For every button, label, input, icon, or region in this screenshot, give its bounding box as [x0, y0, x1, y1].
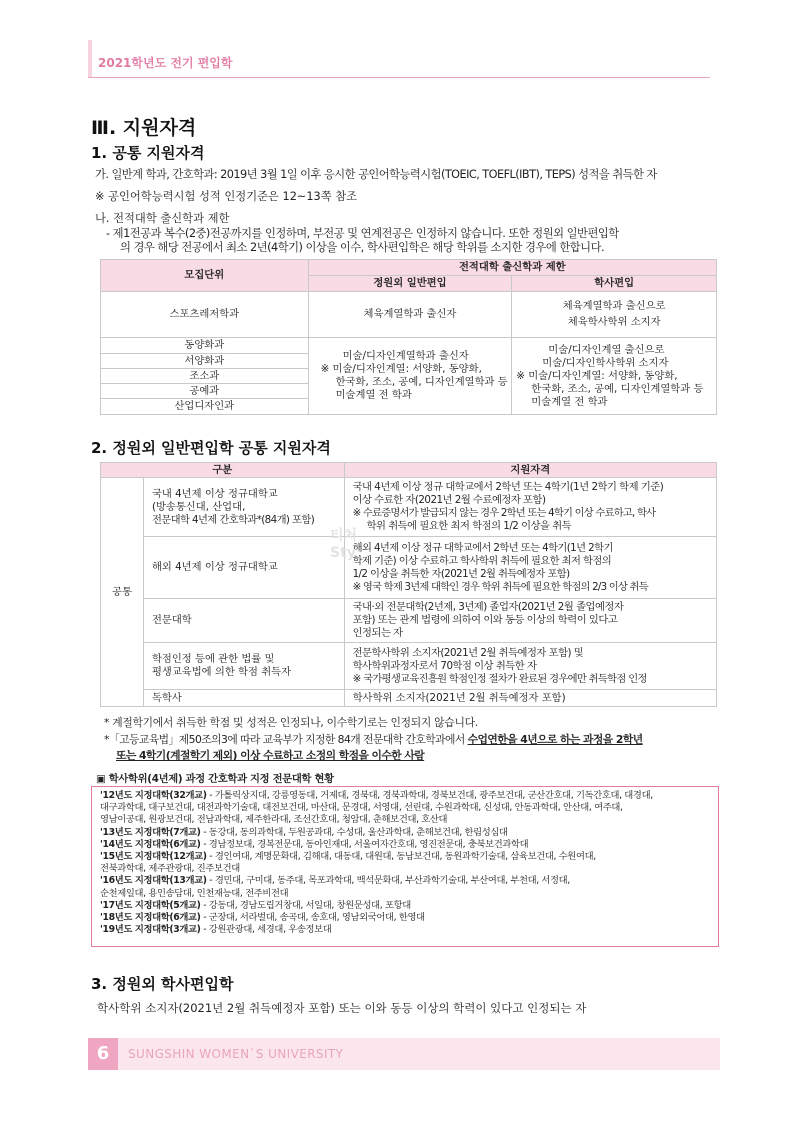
t2-qual-self: 학사학위 소지자(2021년 2월 취득예정자 포함) — [344, 690, 716, 707]
t1-unit-art: 공예과 — [101, 384, 309, 399]
box-year-label: '12년도 지정대학(32개교) — [100, 790, 207, 801]
box-year-list: - 경민대, 구미대, 동주대, 목포과학대, 백석문화대, 부산과학기술대, 부산여대, 부천대, 서정대, — [206, 875, 570, 887]
s2-note2-underline2: 또는 4학기(계절학기 제외) 이상 수료하고 소정의 학점을 이수한 사람 — [116, 749, 425, 762]
t2-qual-line: 1/2 이상을 취득한 자(2021년 2월 취득예정자 포함) — [352, 567, 570, 580]
table-major-restriction — [100, 259, 717, 415]
s3-title: 3. 정원외 학사편입학 — [91, 975, 234, 993]
t2-type-line: 전문대학 4년제 간호학과*(84개) 포함) — [151, 513, 315, 526]
t2-qual-line: 국내·외 전문대학(2년제, 3년제) 졸업자(2021년 2월 졸업예정자 — [352, 601, 624, 613]
box-year-list: - 경남정보대, 경복전문대, 동아인재대, 서울여자간호대, 영진전문대, 충북보건과학대 — [200, 838, 529, 850]
box-year-label: '16년도 지정대학(13개교) — [100, 875, 207, 887]
t1-col-general: 정원외 일반편입 — [308, 276, 512, 292]
section-title: Ⅲ. 지원자격 — [91, 117, 197, 139]
t2-col-type: 구분 — [101, 463, 345, 478]
t2-type-domestic — [143, 478, 344, 537]
box-row — [100, 875, 710, 887]
t2-type-line: 평생교육법에 의한 학점 취득자 — [151, 666, 292, 678]
t1-bachelor-art — [512, 338, 717, 415]
s1-line-ga: 가. 일반계 학과, 간호학과: 2019년 3월 1일 이후 응시한 공인어학능력시험(TOEIC, TOEFL(IBT), TEPS) 성적을 취득한 자 — [95, 168, 657, 181]
box-title: ▣ 학사학위(4년제) 과정 간호학과 지정 전문대학 현황 — [96, 773, 334, 785]
s2-note2-plain: *「고등교육법」제50조의3에 따라 교육부가 지정한 84개 전문대학 간호학과에서 — [104, 733, 468, 746]
t2-type-self: 독학사 — [143, 690, 344, 707]
table-general-qualification — [100, 462, 717, 707]
header-title: 2021학년도 전기 편입학 — [98, 56, 233, 70]
t1-unit-art: 동양화과 — [101, 338, 309, 354]
t2-qual-line: 포함) 또는 관계 법령에 의하여 이와 동등 이상의 학력이 있다고 — [352, 614, 618, 626]
box-year-label: '14년도 지정대학(6개교) — [100, 838, 201, 850]
watermark — [330, 528, 357, 562]
t2-type-line: (방송통신대, 산업대, — [151, 500, 246, 513]
box-row — [100, 924, 710, 936]
t2-qual-line: 인정되는 자 — [352, 627, 403, 639]
s1-line-dash2: 의 경우 해당 전공에서 최소 2년(4학기) 이상을 이수, 학사편입학은 해당 학위를 소지한 경우에 한합니다. — [120, 241, 605, 254]
t2-qual-line: 전문학사학위 소지자(2021년 2월 취득예정자 포함) 및 — [352, 646, 584, 659]
t1-unit-art: 서양화과 — [101, 354, 309, 369]
t2-qual-domestic — [344, 478, 716, 537]
t2-qual-line: ※ 국가평생교육진흥원 학점인정 절차가 완료된 경우에만 취득학점 인정 — [352, 672, 647, 685]
box-year-list: - 강동대, 경남도립거창대, 서일대, 창원문성대, 포항대 — [200, 899, 411, 911]
t1-bachelor-sports-1: 체육계열학과 출신으로 — [562, 300, 666, 312]
box-row: 전북과학대, 제주관광대, 진주보건대 — [100, 863, 240, 875]
t2-col-qual: 지원자격 — [344, 463, 716, 478]
s1-line-dash1: - 제1전공과 복수(2중)전공까지를 인정하며, 부전공 및 연계전공은 인정하지 않습니다. 또한 정원외 일반편입학 — [106, 227, 619, 240]
t1-unit-art: 산업디자인과 — [101, 399, 309, 415]
box-row: 순천제일대, 용인송담대, 인천재능대, 전주비전대 — [100, 887, 289, 899]
s2-title: 2. 정원외 일반편입학 공통 지원자격 — [91, 439, 331, 457]
t1-col-unit: 모집단위 — [101, 260, 309, 292]
box-year-list: - 동강대, 동의과학대, 두원공과대, 수성대, 울산과학대, 춘해보건대, 한림성심대 — [200, 826, 508, 838]
box-row: 영남이공대, 원광보건대, 전남과학대, 제주한라대, 조선간호대, 청암대, 춘해보건대, 호산대 — [100, 814, 448, 826]
t1-bachelor-art-2: 미술/디자인학사학위 소지자 — [542, 356, 669, 369]
watermark-line2: Sty — [330, 545, 356, 561]
footer-university: SUNGSHIN WOMEN`S UNIVERSITY — [128, 1047, 344, 1061]
box-row — [100, 900, 710, 912]
t1-general-art-1: 미술/디자인계열학과 출신자 — [342, 350, 469, 362]
box-year-label: '15년도 지정대학(12개교) — [100, 851, 207, 863]
box-row — [100, 912, 710, 924]
s1-line-na: 나. 전적대학 출신학과 제한 — [95, 212, 230, 225]
t2-qual-line: 국내 4년제 이상 정규 대학교에서 2학년 또는 4학기(1년 2학기 학제 기준) — [352, 481, 664, 493]
t2-qual-overseas — [344, 537, 716, 599]
t2-qual-line: 이상 수료한 자(2021년 2월 수료예정자 포함) — [352, 494, 546, 506]
t2-qual-college — [344, 599, 716, 643]
t2-type-college: 전문대학 — [143, 599, 344, 643]
footer-bar — [118, 1038, 720, 1070]
t1-general-art-2: ※ 미술/디자인계열: 서양화, 동양화, — [320, 363, 482, 375]
t1-bachelor-art-1: 미술/디자인계열 출신으로 — [548, 343, 665, 356]
box-year-list: - 군장대, 서라벌대, 송곡대, 송호대, 영남외국어대, 한영대 — [200, 912, 425, 924]
t1-col-restrict: 전적대학 출신학과 제한 — [308, 260, 716, 276]
t1-unit-art: 조소과 — [101, 369, 309, 384]
box-row — [100, 827, 710, 839]
box-row — [100, 839, 710, 851]
s2-note2 — [104, 733, 643, 747]
t1-general-art-3: 한국화, 조소, 공예, 디자인계열학과 등 — [335, 376, 508, 388]
box-year-list: - 강원관광대, 세경대, 우송정보대 — [200, 924, 332, 936]
t2-qual-line: ※ 수료증명서가 발급되지 않는 경우 2학년 또는 4학기 이상 수료하고, 학사 — [352, 507, 656, 519]
s2-note2-underline1: 수업연한을 4년으로 하는 과정을 2학년 — [467, 733, 643, 746]
s2-note2-cont — [116, 749, 424, 763]
box-year-label: '17년도 지정대학(5개교) — [100, 899, 201, 911]
t1-bachelor-sports — [512, 292, 717, 338]
t1-bachelor-art-3: ※ 미술/디자인계열: 서양화, 동양화, — [516, 369, 678, 382]
t1-general-art-4: 미술계열 전 학과 — [335, 389, 412, 401]
box-year-label: '19년도 지정대학(3개교) — [100, 924, 201, 936]
box-year-label: '13년도 지정대학(7개교) — [100, 826, 201, 838]
s2-note1: * 계절학기에서 취득한 학점 및 성적은 인정되나, 이수학기로는 인정되지 않습니다. — [104, 716, 478, 729]
t1-col-bachelor: 학사편입 — [512, 276, 717, 292]
nursing-college-box — [91, 786, 719, 947]
t2-qual-line: ※ 영국 학제 3년제 대학인 경우 학위 취득에 필요한 학점의 2/3 이상 취득 — [352, 580, 648, 593]
t1-bachelor-art-4: 한국화, 조소, 공예, 디자인계열학과 등 — [531, 382, 704, 395]
box-year-list: - 경인여대, 계명문화대, 김해대, 대동대, 대원대, 동남보건대, 동원과학기술대, 삼육보건대, 수원여대, — [206, 851, 596, 863]
s1-line-note: ※ 공인어학능력시험 성적 인정기준은 12~13쪽 참조 — [95, 190, 358, 203]
page-number: 6 — [88, 1038, 118, 1070]
t1-general-sports: 체육계열학과 출신자 — [308, 292, 512, 338]
t2-type-credit — [143, 643, 344, 690]
box-row — [100, 790, 710, 802]
box-row: 대구과학대, 대구보건대, 대전과학기술대, 대전보건대, 마산대, 문경대, 서영대, 선린대, 수원과학대, 신성대, 안동과학대, 안산대, 여주대, — [100, 802, 623, 814]
box-year-list: - 가톨릭상지대, 강릉영동대, 거제대, 경북대, 경북과학대, 경북보건대, 광주보건대, 군산간호대, 기독간호대, 대경대, — [206, 790, 653, 801]
t2-type-line: 학점인정 등에 관한 법률 및 — [151, 653, 275, 665]
page-header — [88, 48, 710, 78]
t2-type-overseas: 해외 4년제 이상 정규대학교 — [143, 537, 344, 599]
box-year-label: '18년도 지정대학(6개교) — [100, 912, 201, 924]
watermark-line1: 티처 — [330, 528, 358, 544]
t2-type-line: 국내 4년제 이상 정규대학교 — [151, 487, 278, 500]
s3-text: 학사학위 소지자(2021년 2월 취득예정자 포함) 또는 이와 동등 이상의 학력이 있다고 인정되는 자 — [97, 1001, 587, 1015]
box-row — [100, 851, 710, 863]
t1-general-art — [308, 338, 512, 415]
t2-qual-line: 학제 기준) 이상 수료하고 학사학위 취득에 필요한 최저 학점의 — [352, 554, 612, 567]
s1-title: 1. 공통 지원자격 — [91, 144, 205, 162]
t1-unit-sports: 스포츠레저학과 — [101, 292, 309, 338]
t1-bachelor-sports-2: 체육학사학위 소지자 — [567, 316, 661, 328]
t2-qual-line: 학위 취득에 필요한 최저 학점의 1/2 이상을 취득 — [366, 520, 572, 532]
t2-group: 공통 — [101, 478, 144, 707]
t2-qual-credit — [344, 643, 716, 690]
t2-qual-line: 해외 4년제 이상 정규 대학교에서 2학년 또는 4학기(1년 2학기 — [352, 541, 613, 554]
t1-bachelor-art-5: 미술계열 전 학과 — [531, 395, 608, 408]
t2-qual-line: 학사학위과정자로서 70학점 이상 취득한 자 — [352, 659, 537, 672]
